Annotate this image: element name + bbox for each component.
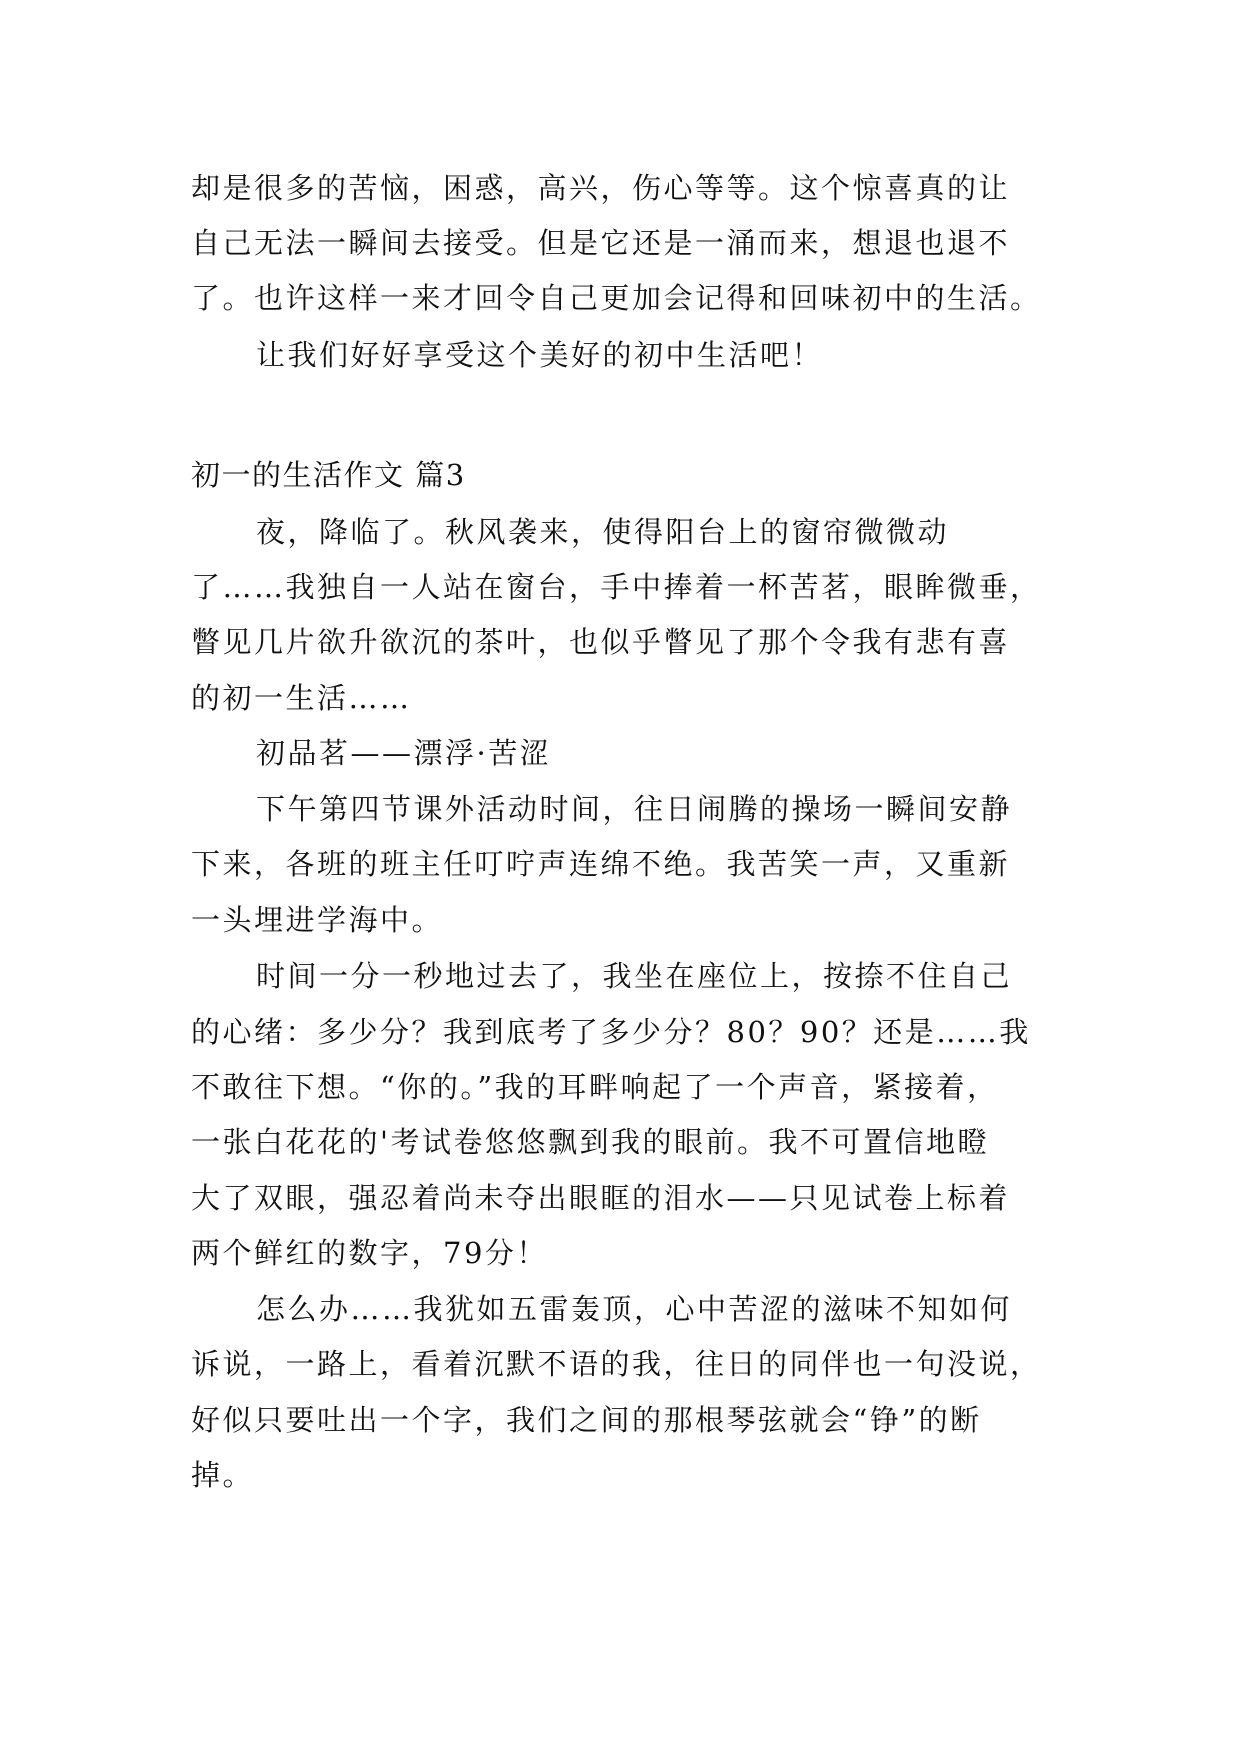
paragraph-line: 一张白花花的'考试卷悠悠飘到我的眼前。我不可置信地瞪	[191, 1125, 989, 1159]
paragraph-line: 自己无法一瞬间去接受。但是它还是一涌而来，想退也退不	[191, 226, 1011, 260]
paragraph-line: 让我们好好享受这个美好的初中生活吧！	[256, 338, 824, 372]
subheading: 初品茗——漂浮·苦涩	[256, 736, 552, 770]
paragraph-line: 大了双眼，强忍着尚未夺出眼眶的泪水——只见试卷上标着	[191, 1181, 1011, 1215]
paragraph-line: 时间一分一秒地过去了，我坐在座位上，按捺不住自己	[256, 959, 1013, 993]
paragraph-line: 却是很多的苦恼，困惑，高兴，伤心等等。这个惊喜真的让	[191, 171, 1011, 205]
paragraph-line: 两个鲜红的数字，79分！	[191, 1236, 548, 1270]
paragraph-line: 了。也许这样一来才回令自己更加会记得和回味初中的生活。	[191, 281, 1042, 315]
paragraph-line: 一头埋进学海中。	[191, 903, 444, 937]
paragraph-line: 瞥见几片欲升欲沉的茶叶，也似乎瞥见了那个令我有悲有喜	[191, 625, 1011, 659]
paragraph-line: 的初一生活……	[191, 681, 412, 715]
paragraph-line: 不敢往下想。“你的。”我的耳畔响起了一个声音，紧接着，	[191, 1070, 999, 1104]
paragraph-line: 下午第四节课外活动时间，往日闹腾的操场一瞬间安静	[256, 792, 1013, 826]
paragraph-line: 的心绪：多少分？我到底考了多少分？80？90？还是……我	[191, 1015, 1031, 1049]
paragraph-line: 诉说，一路上，看着沉默不语的我，往日的同伴也一句没说，	[191, 1347, 1042, 1381]
section-title: 初一的生活作文 篇3	[191, 458, 466, 492]
paragraph-line: 掉。	[191, 1458, 255, 1492]
paragraph-line: 下来，各班的班主任叮咛声连绵不绝。我苦笑一声，又重新	[191, 847, 1011, 881]
paragraph-line: 了……我独自一人站在窗台，手中捧着一杯苦茗，眼眸微垂，	[191, 570, 1042, 604]
paragraph-line: 好似只要吐出一个字，我们之间的那根琴弦就会“铮”的断	[191, 1403, 982, 1437]
paragraph-line: 怎么办……我犹如五雷轰顶，心中苦涩的滋味不知如何	[256, 1292, 1013, 1326]
paragraph-line: 夜，降临了。秋风袭来，使得阳台上的窗帘微微动	[256, 515, 950, 549]
